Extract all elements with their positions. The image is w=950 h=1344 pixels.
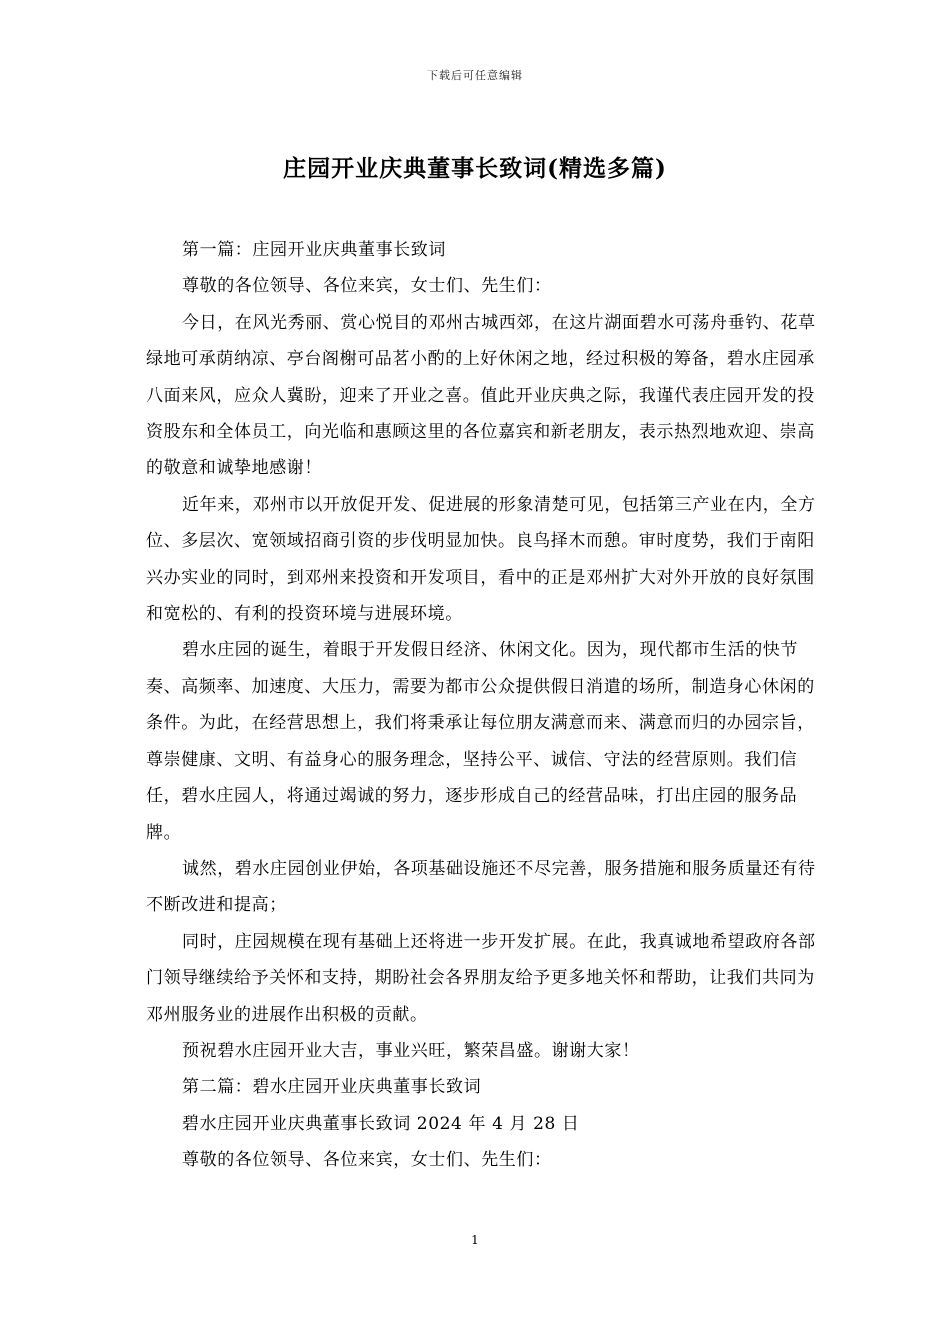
paragraph: 预祝碧水庄园开业大吉，事业兴旺，繁荣昌盛。谢谢大家！: [182, 1040, 640, 1061]
page-number: 1: [471, 1233, 479, 1247]
salutation: 尊敬的各位领导、各位来宾，女士们、先生们：: [182, 276, 552, 297]
paragraph: 碧水庄园开业庆典董事长致词 2024 年 4 月 28 日: [182, 1113, 580, 1134]
paragraph: 碧水庄园的诞生，着眼于开发假日经济、休闲文化。因为，现代都市生活的快节奏、高频率、加速度、大压力，需要为都市公众提供假日消遣的场所，制造身心休闲的条件。为此，在经营思想上，我们将秉承让每位朋友满意而来、满意而归的办园宗旨，尊崇健康、文明、有益身心的服务理念，坚持公平、诚信、守法的经营原则。我们信任，碧水庄园人，将通过竭诚的努力，逐步形成自己的经营品味，打出庄园的服务品牌。: [146, 640, 815, 843]
section-heading: 第一篇：庄园开业庆典董事长致词: [182, 240, 446, 260]
paragraph: 同时，庄园规模在现有基础上还将进一步开发扩展。在此，我真诚地希望政府各部门领导继续给予关怀和支持，期盼社会各界朋友给予更多地关怀和帮助，让我们共同为邓州服务业的进展作出积极的贡献。: [146, 931, 816, 1025]
paragraph: 诚然，碧水庄园创业伊始，各项基础设施还不尽完善，服务措施和服务质量还有待不断改进和提高；: [146, 858, 816, 916]
section-heading: 第二篇：碧水庄园开业庆典董事长致词: [182, 1077, 482, 1098]
document-title: 庄园开业庆典董事长致词(精选多篇): [283, 155, 667, 182]
header-note: 下载后可任意编辑: [427, 69, 523, 82]
document-body: [146, 232, 826, 1179]
paragraph: 今日，在风光秀丽、赏心悦目的邓州古城西郊，在这片湖面碧水可荡舟垂钓、花草绿地可承荫纳凉、亭台阁榭可品茗小酌的上好休闲之地，经过积极的筹备，碧水庄园承八面来风，应众人冀盼，迎来了开业之喜。值此开业庆典之际，我谨代表庄园开发的投资股东和全体员工，向光临和惠顾这里的各位嘉宾和新老朋友，表示热烈地欢迎、崇高的敬意和诚挚地感谢！: [146, 312, 816, 479]
paragraph: 近年来，邓州市以开放促开发、促进展的形象清楚可见，包括第三产业在内，全方位、多层次、宽领域招商引资的步伐明显加快。良鸟择木而憩。审时度势，我们于南阳兴办实业的同时，到邓州来投资和开发项目，看中的正是邓州扩大对外开放的良好氛围和宽松的、有利的投资环境与进展环境。: [146, 494, 816, 625]
salutation: 尊敬的各位领导、各位来宾，女士们、先生们：: [182, 1150, 552, 1171]
